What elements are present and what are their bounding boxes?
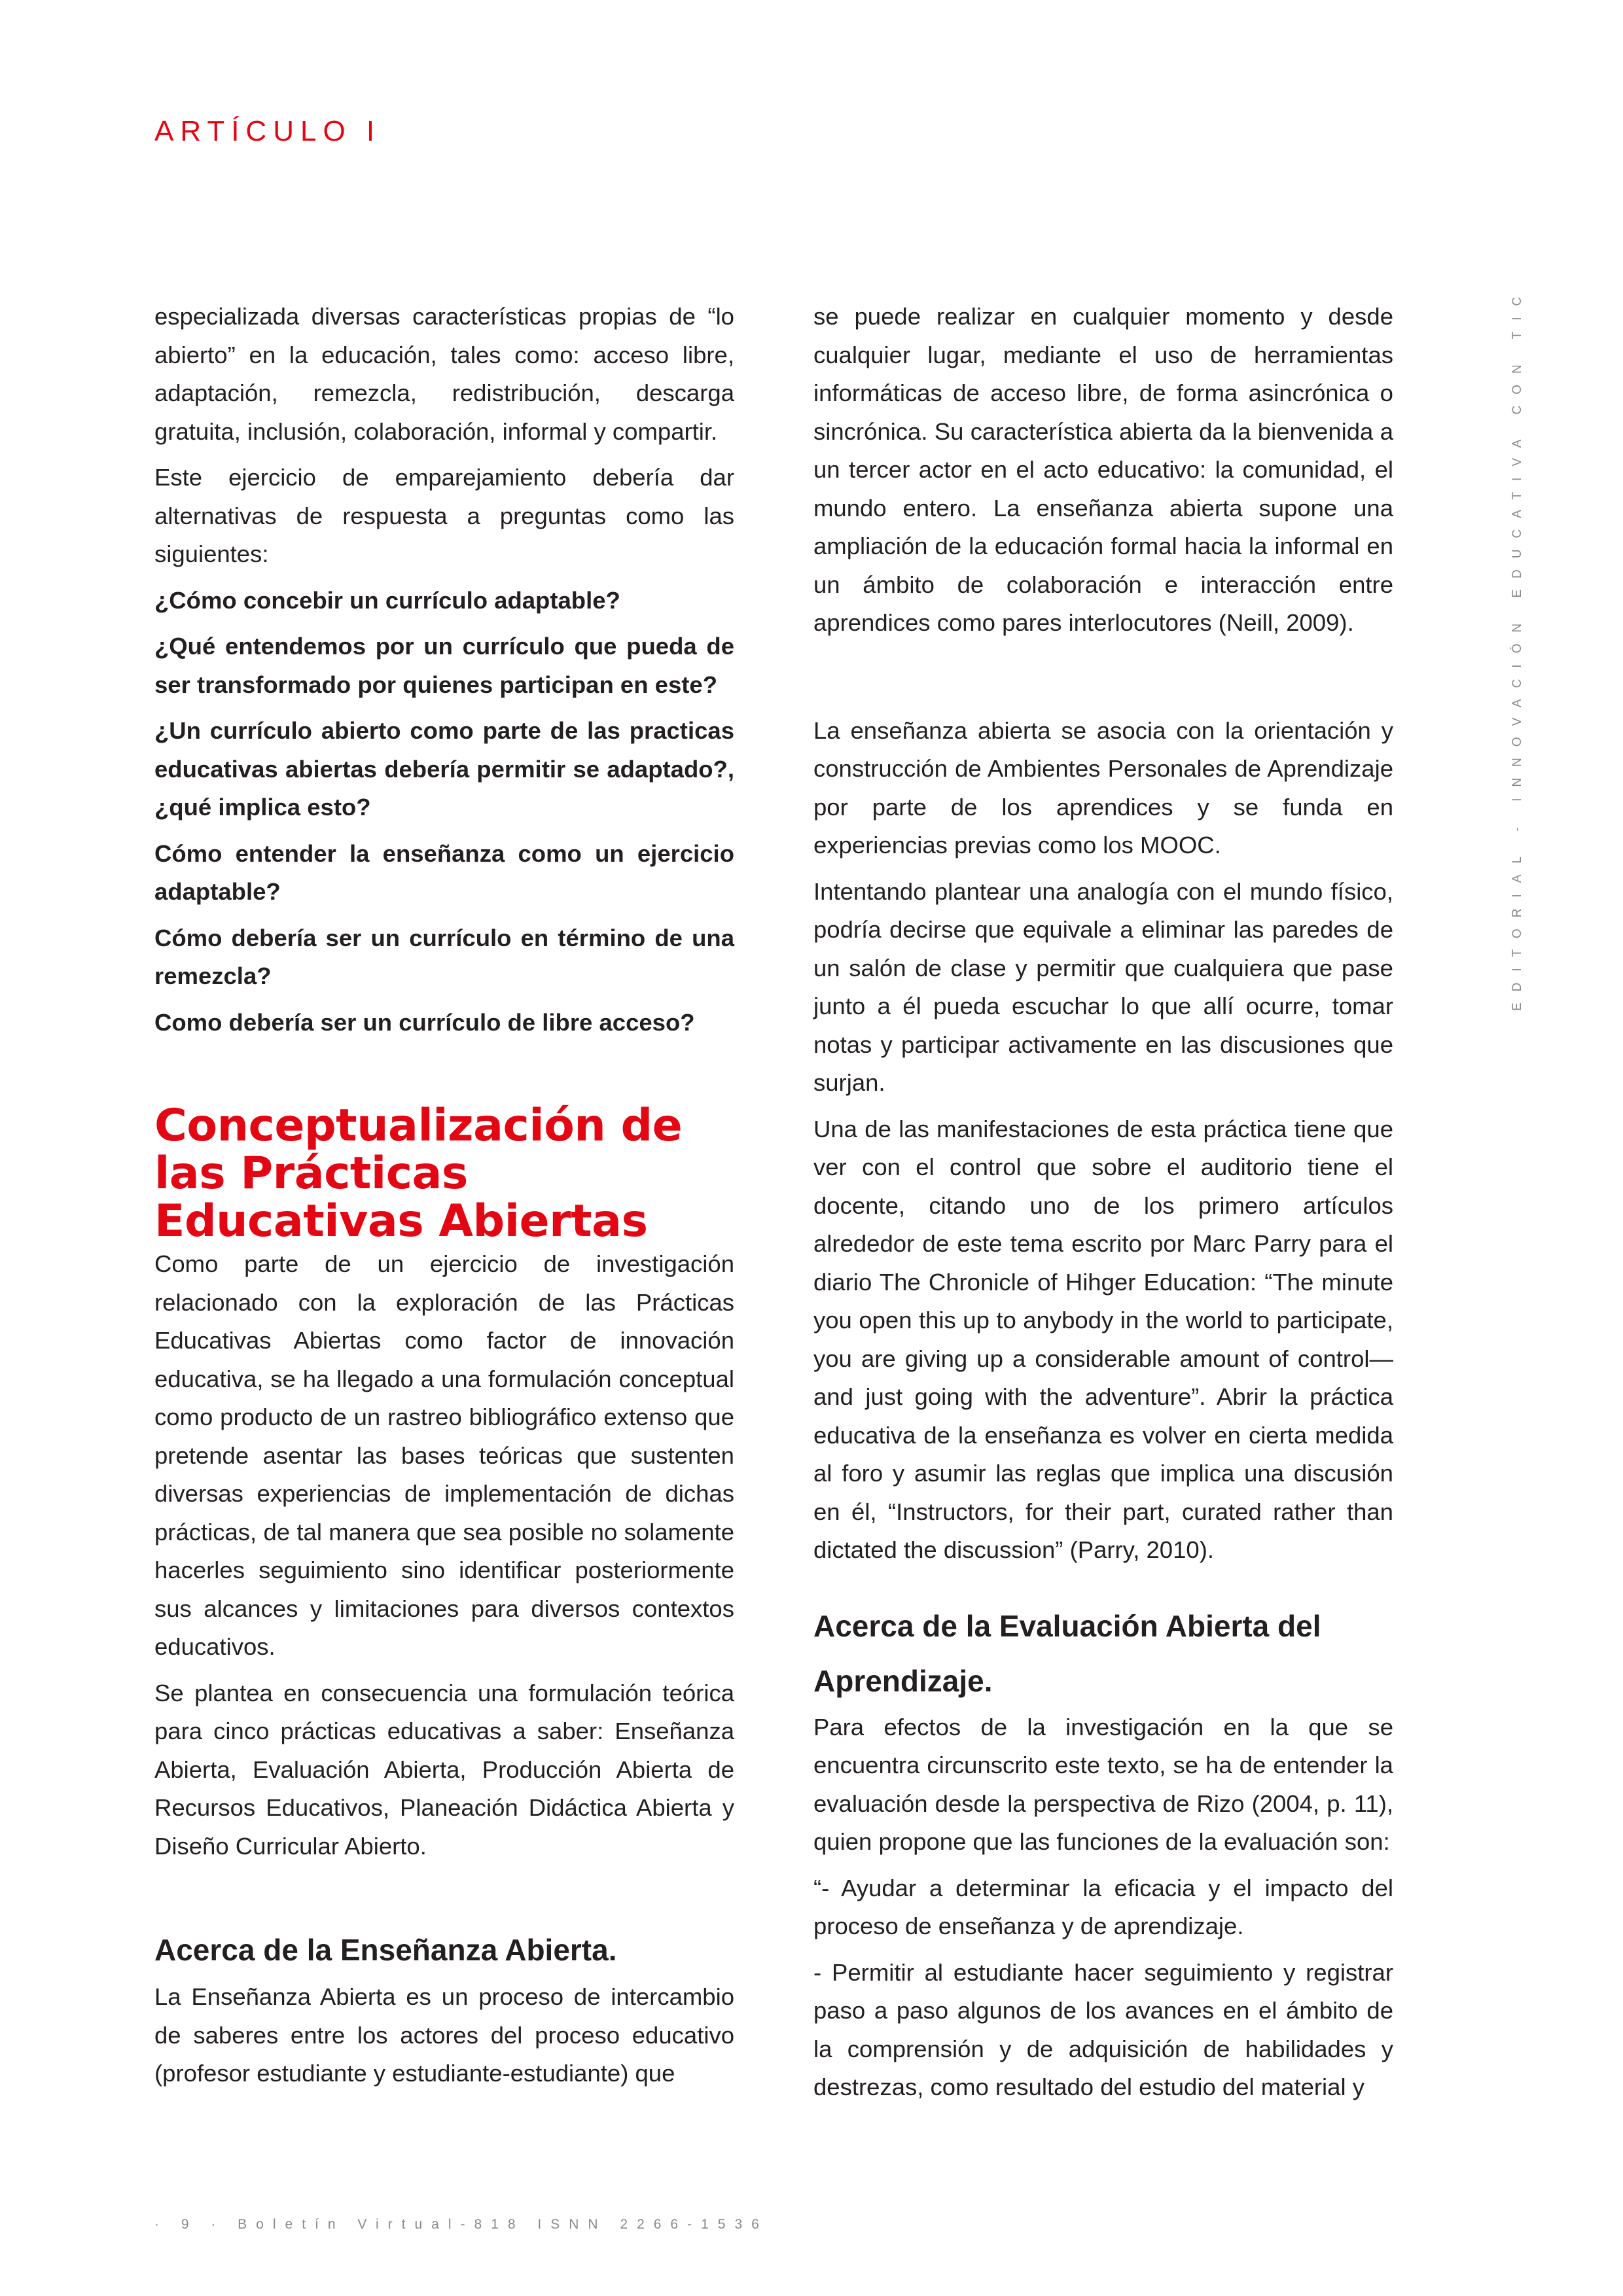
right-column xyxy=(813,298,1393,2115)
question: Cómo debería ser un currículo en término de una remezcla? xyxy=(154,924,734,989)
question: Como debería ser un currículo de libre acceso? xyxy=(154,1008,695,1036)
paragraph: Una de las manifestaciones de esta práctica tiene que ver con el control que sobre el auditorio tiene el docente, citando uno de los primero artículos alrededor de este tema escrito por Marc Parry para el diario The Chronicle of Hihger Education: “The minute you open this up to anybody in the world to participate, you are giving up a considerable amount of control—and just going with the adventure”. Abrir la práctica educativa de la enseñanza es volver en cierta medida al foro y asumir las reglas que implica una discusión en él, “Instructors, for their part, curated rather than dictated the discussion” (Parry, 2010). xyxy=(813,1115,1393,1563)
section-label: ARTÍCULO I xyxy=(154,115,382,147)
left-column xyxy=(154,298,734,2101)
paragraph: Intentando plantear una analogía con el mundo físico, podría decirse que equivale a eliminar las paredes de un salón de clase y permitir que cualquiera que pase junto a él pueda escuchar lo que allí ocurre, tomar notas y participar activamente en las discusiones que surjan. xyxy=(813,877,1393,1096)
question: ¿Qué entendemos por un currículo que pueda de ser transformado por quienes participan en este? xyxy=(154,633,734,698)
paragraph: - Permitir al estudiante hacer seguimiento y registrar paso a paso algunos de los avances en el ámbito de la comprensión y de adquisición de habilidades y destrezas, como resultado del estudio del material y xyxy=(813,1958,1393,2100)
question: ¿Un currículo abierto como parte de las practicas educativas abiertas debería permitir se adaptado?, ¿qué implica esto? xyxy=(154,717,734,821)
paragraph: Para efectos de la investigación en la que se encuentra circunscrito este texto, se ha de entender la evaluación desde la perspectiva de Rizo (2004, p. 11), quien propone que las funciones de la evaluación son: xyxy=(813,1713,1393,1855)
paragraph: Este ejercicio de emparejamiento debería dar alternativas de respuesta a preguntas como las siguientes: xyxy=(154,464,734,567)
paragraph: La enseñanza abierta se asocia con la orientación y construcción de Ambientes Personales de Aprendizaje por parte de los aprendices y se funda en experiencias previas como los MOOC. xyxy=(813,716,1393,858)
footer: · 9 · Boletín Virtual-818 ISNN 2266-1536 xyxy=(154,2217,768,2232)
paragraph: Se plantea en consecuencia una formulación teórica para cinco prácticas educativas a saber: Enseñanza Abierta, Evaluación Abierta, Producción Abierta de Recursos Educativos, Planeación Didáctica Abierta y Diseño Curricular Abierto. xyxy=(154,1679,734,1860)
paragraph: “- Ayudar a determinar la eficacia y el impacto del proceso de enseñanza y de aprendizaje. xyxy=(813,1874,1393,1939)
question: Cómo entender la enseñanza como un ejercicio adaptable? xyxy=(154,839,734,905)
vertical-side-label: EDITORIAL - INNOVACIÓN EDUCATIVA CON TIC xyxy=(1510,285,1524,1011)
paragraph: se puede realizar en cualquier momento y desde cualquier lugar, mediante el uso de herramientas informáticas de acceso libre, de forma asincrónica o sincrónica. Su característica abierta da la bienvenida a un tercer actor en el acto educativo: la comunidad, el mundo entero. La enseñanza abierta supone una ampliación de la educación formal hacia la informal en un ámbito de colaboración e interacción entre aprendices como pares interlocutores (Neill, 2009). xyxy=(813,303,1393,636)
paragraph: La Enseñanza Abierta es un proceso de intercambio de saberes entre los actores del proceso educativo (profesor estudiante y estudiante-estudiante) que xyxy=(154,1983,734,2087)
paragraph: Como parte de un ejercicio de investigación relacionado con la exploración de las Prácticas Educativas Abiertas como factor de innovación educativa, se ha llegado a una formulación conceptual como producto de un rastreo bibliográfico extenso que pretende asentar las bases teóricas que sustenten diversas experiencias de implementación de dichas prácticas, de tal manera que sea posible no solamente hacerles seguimiento sino identificar posteriormente sus alcances y limitaciones para diversos contextos educativos. xyxy=(154,1250,734,1660)
question: ¿Cómo concebir un currículo adaptable? xyxy=(154,586,620,614)
paragraph: especializada diversas características propias de “lo abierto” en la educación, tales como: acceso libre, adaptación, remezcla, redistribución, descarga gratuita, inclusión, colaboración, informal y compartir. xyxy=(154,303,734,445)
subheading: Acerca de la Evaluación Abierta del Aprendizaje. xyxy=(813,1608,1321,1698)
section-heading: Conceptualización de las Prácticas Educativas Abiertas xyxy=(154,1100,683,1247)
subheading: Acerca de la Enseñanza Abierta. xyxy=(154,1933,617,1967)
